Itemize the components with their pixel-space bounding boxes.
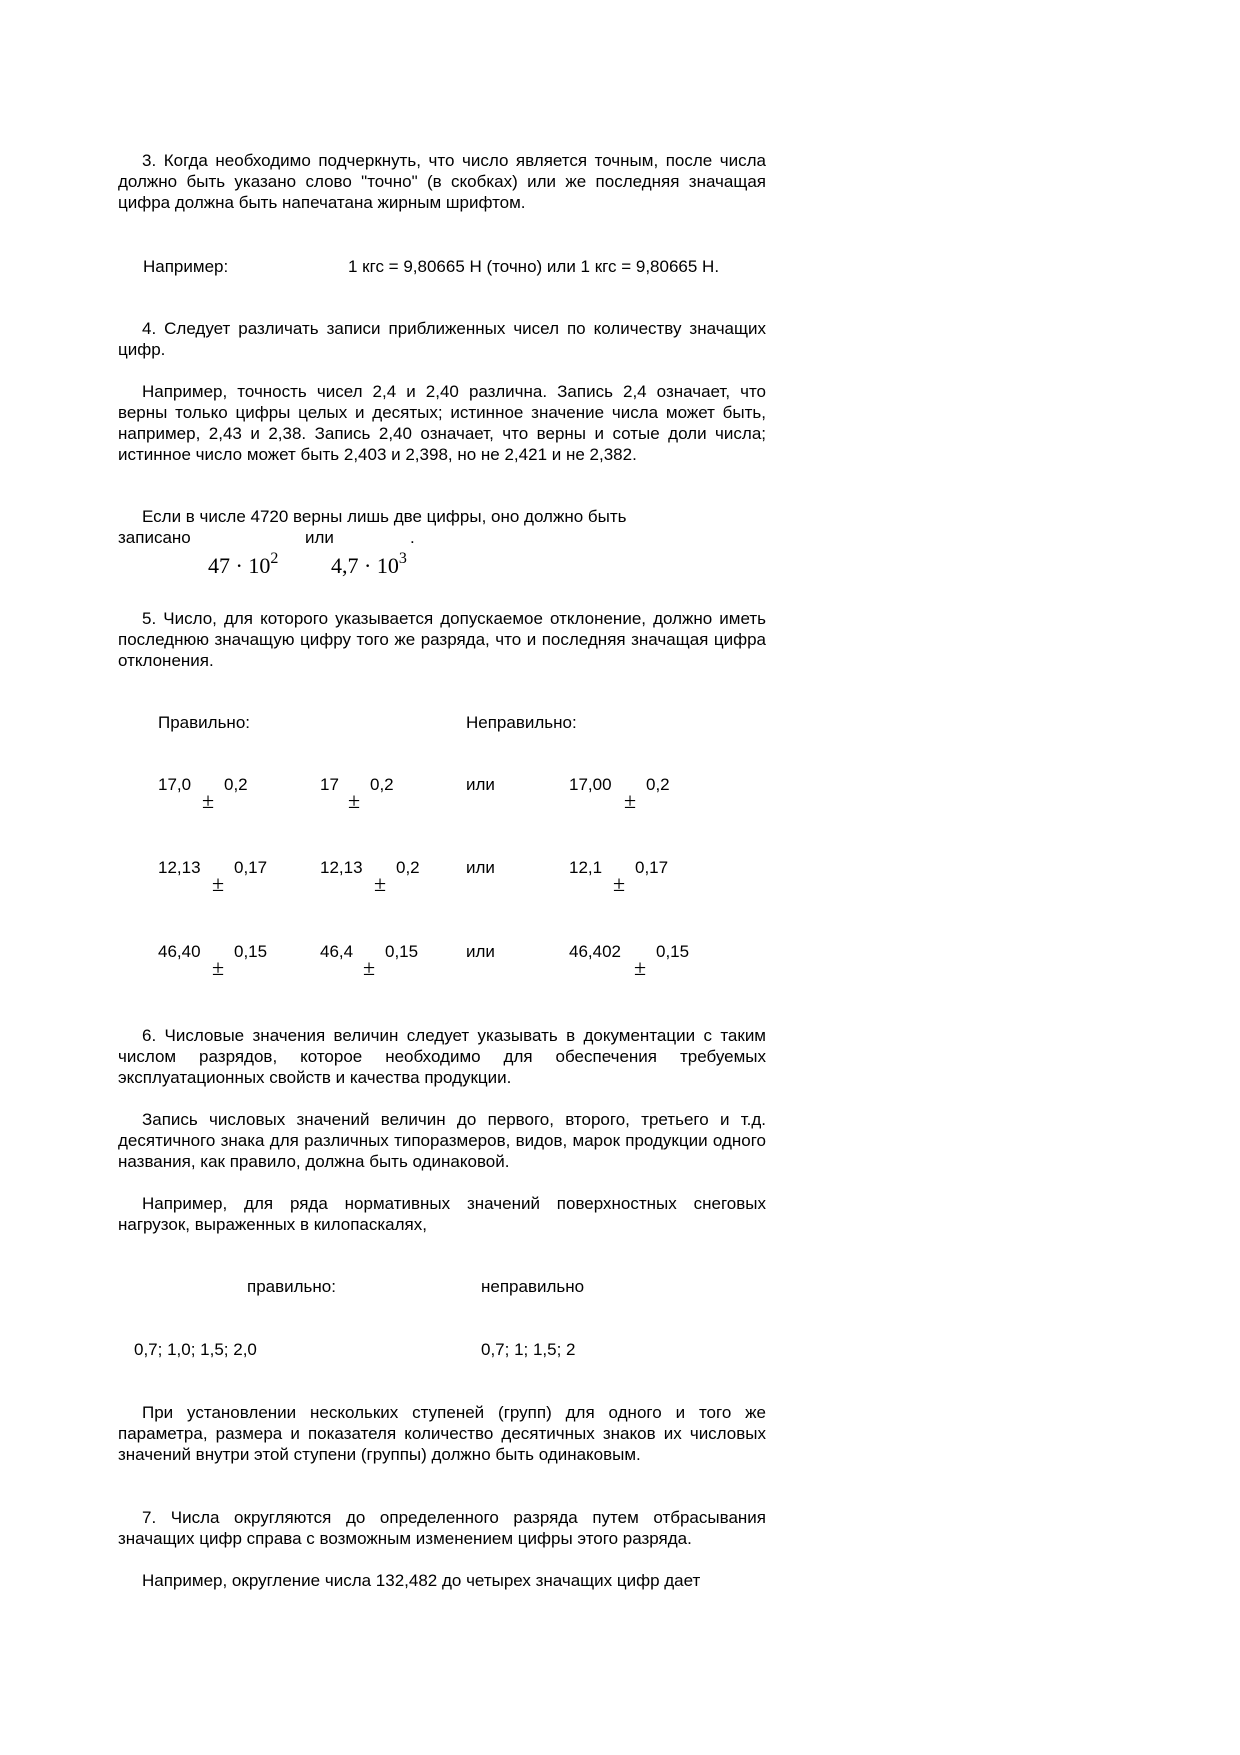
row1-wrong1-deviation: 0,2 [370,775,394,794]
row1-or: или [466,775,495,794]
plus-minus-icon: ± [613,871,626,896]
math-2-base: 4,7 · 10 [331,553,399,578]
plus-minus-icon: ± [363,955,376,980]
example-formula: 1 кгс = 9,80665 Н (точно) или 1 кгс = 9,80665 Н. [348,257,720,276]
row3-wrong2-value: 46,402 [569,942,621,961]
math-1-base: 47 · 10 [208,553,271,578]
snow-value-correct: 0,7; 1,0; 1,5; 2,0 [134,1340,257,1359]
snow-value-incorrect: 0,7; 1; 1,5; 2 [481,1340,576,1359]
math-1-exponent: 2 [270,549,279,567]
paragraph-4720-line: Если в числе 4720 верны лишь две цифры, оно должно быть [142,507,627,526]
row3-correct-value: 46,40 [158,942,201,961]
math-2-exponent: 3 [398,549,407,567]
paragraph-7: 7. Числа округляются до определенного разряда путем отбрасывания значащих цифр справа с возможным изменением цифры этого разряда. [118,1508,766,1548]
plus-minus-icon: ± [212,871,225,896]
paragraph-5: 5. Число, для которого указывается допускаемое отклонение, должно иметь последнюю значащую цифру того же разряда, что и последняя значащая цифра отклонения. [118,609,766,670]
period: . [410,528,415,547]
row3-wrong2-deviation: 0,15 [656,942,690,961]
paragraph-7-example: Например, округление числа 132,482 до четырех значащих цифр дает [142,1571,701,1590]
plus-minus-icon: ± [202,788,215,813]
paragraph-6-groups: При установлении нескольких ступеней (групп) для одного и того же параметра, размера и показателя количество десятичных знаков их числовых значений внутри этой ступени (группы) должно быть одинаковым. [118,1403,766,1464]
paragraph-3: 3. Когда необходимо подчеркнуть, что число является точным, после числа должно быть указано слово "точно" (в скобках) или же последняя значащая цифра должна быть напечатана жирным шрифтом. [118,151,766,212]
row2-wrong2-deviation: 0,17 [635,858,669,877]
row2-correct-deviation: 0,17 [234,858,268,877]
plus-minus-icon: ± [348,788,361,813]
row3-wrong1-value: 46,4 [320,942,354,961]
row3-or: или [466,942,495,961]
snow-header-correct: правильно: [247,1277,336,1296]
paragraph-4: 4. Следует различать записи приближенных чисел по количеству значащих цифр. [118,319,766,359]
plus-minus-icon: ± [212,955,225,980]
written-word: записано [118,528,191,547]
header-correct: Правильно: [158,713,250,732]
plus-minus-icon: ± [624,788,637,813]
math-expression-1 [208,549,279,579]
example-label: Например: [143,257,229,276]
row2-wrong2-value: 12,1 [569,858,603,877]
row2-correct-value: 12,13 [158,858,201,877]
paragraph-4-example: Например, точность чисел 2,4 и 2,40 различна. Запись 2,4 означает, что верны только цифры целых и десятых; истинное значение числа может быть, например, 2,43 и 2,38. Запись 2,40 означает, что верны и сотые доли числа; истинное число может быть 2,403 и 2,398, но не 2,421 и не 2,382. [118,382,766,464]
or-word: или [305,528,334,547]
snow-header-incorrect: неправильно [481,1277,585,1296]
plus-minus-icon: ± [634,955,647,980]
row1-correct-deviation: 0,2 [224,775,248,794]
header-incorrect: Неправильно: [466,713,577,732]
paragraph-6-record: Запись числовых значений величин до первого, второго, третьего и т.д. десятичного знака для различных типоразмеров, видов, марок продукции одного названия, как правило, должна быть одинаковой. [118,1110,766,1171]
row2-wrong1-deviation: 0,2 [396,858,420,877]
row1-wrong2-deviation: 0,2 [646,775,670,794]
paragraph-6-example: Например, для ряда нормативных значений поверхностных снеговых нагрузок, выраженных в килопаскалях, [118,1194,766,1234]
row2-or: или [466,858,495,877]
math-expression-2 [331,549,407,579]
paragraph-6: 6. Числовые значения величин следует указывать в документации с таким числом разрядов, которое необходимо для обеспечения требуемых эксплуатационных свойств и качества продукции. [118,1026,766,1087]
row3-wrong1-deviation: 0,15 [385,942,419,961]
row1-wrong1-value: 17 [320,775,339,794]
row2-wrong1-value: 12,13 [320,858,363,877]
row1-correct-value: 17,0 [158,775,192,794]
row1-wrong2-value: 17,00 [569,775,612,794]
plus-minus-icon: ± [374,871,387,896]
row3-correct-deviation: 0,15 [234,942,268,961]
